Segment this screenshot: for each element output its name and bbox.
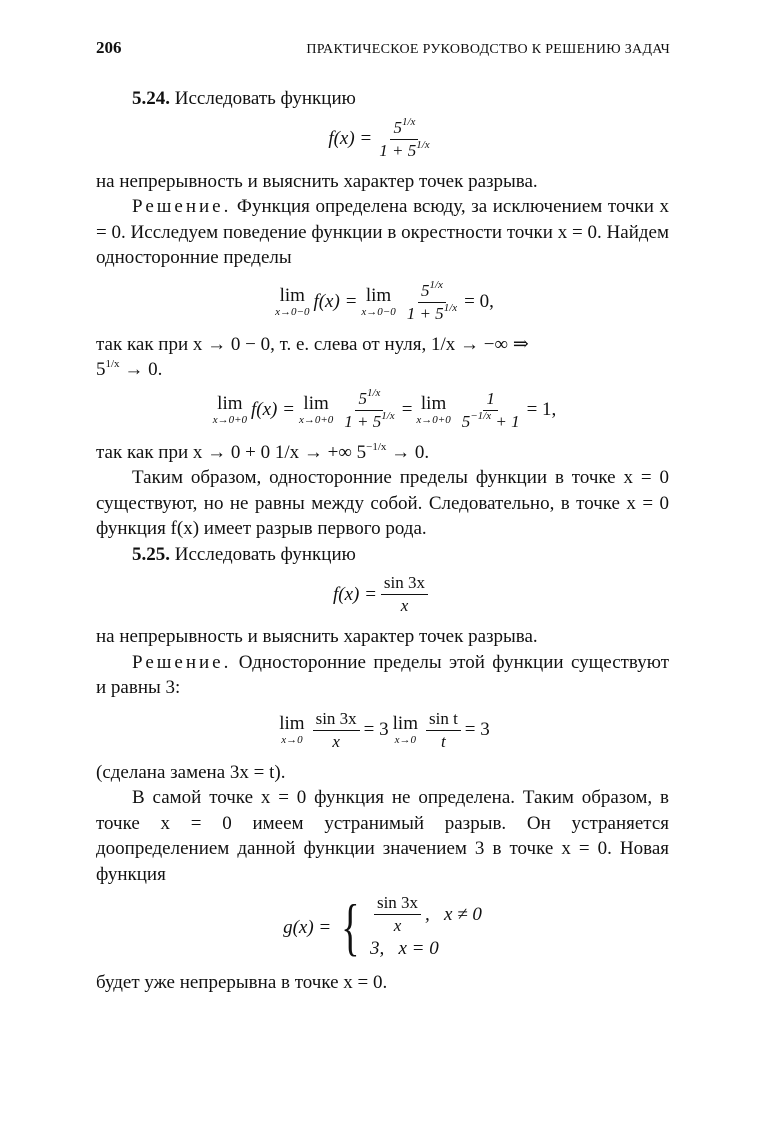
exponent: 1/x	[429, 278, 443, 291]
problem-5-25-statement	[96, 542, 669, 568]
numerator: sin t	[426, 709, 461, 731]
limit-subscript: x→0+0	[298, 414, 334, 426]
denominator: x	[332, 731, 340, 751]
fraction	[341, 386, 397, 432]
equals: = 3	[363, 719, 389, 741]
numerator: 5	[420, 280, 430, 300]
problem-5-24-statement	[96, 86, 669, 112]
exponent: 1/x	[443, 301, 458, 314]
formula-lhs: f(x) =	[251, 399, 295, 421]
cases	[370, 893, 482, 962]
denominator: 5	[461, 411, 471, 431]
result: = 0,	[464, 291, 494, 313]
problem-task: Исследовать функцию	[170, 88, 356, 109]
piecewise	[331, 893, 482, 962]
fraction	[426, 709, 461, 752]
condition: 3, x = 0	[369, 938, 439, 959]
formula-lhs: f(x) =	[332, 583, 377, 605]
numerator: sin 3x	[313, 709, 360, 731]
exponent: −1/x	[470, 409, 492, 422]
numerator: sin 3x	[374, 893, 421, 915]
fraction	[459, 389, 523, 432]
solution-5-25	[96, 650, 669, 701]
result: = 1,	[526, 399, 557, 421]
formula-g-piecewise	[96, 893, 669, 962]
fraction	[376, 115, 432, 161]
result: = 3	[464, 719, 490, 741]
paragraph	[96, 440, 669, 466]
text: так как при x → 0 − 0, т. е. слева от нуля, 1/x → −∞ ⇒	[96, 333, 529, 355]
exponent: 1/x	[105, 358, 120, 370]
denominator: t	[441, 731, 446, 751]
denominator: x	[393, 916, 402, 935]
exponent: 1/x	[401, 115, 416, 128]
fraction	[374, 893, 421, 936]
denominator: x	[400, 596, 409, 615]
formula-f-5-25	[96, 573, 669, 616]
limit-subscript: x→0+0	[212, 414, 247, 426]
paragraph: будет уже непрерывна в точке x = 0.	[96, 971, 388, 993]
limit-subscript: x→0+0	[416, 414, 451, 426]
denominator-tail: + 1	[491, 411, 520, 431]
limit-subscript: x→0−0	[275, 306, 310, 318]
numerator: sin 3x	[381, 573, 428, 595]
denominator: 1 + 5	[379, 140, 417, 160]
case-2	[370, 936, 482, 962]
denominator: 1 + 5	[406, 303, 444, 323]
numerator: 5	[358, 388, 367, 408]
solution-text: Односторонние пределы этой функции существуют и равны 3:	[96, 651, 669, 698]
text: → 0.	[386, 441, 430, 463]
fraction	[313, 709, 360, 752]
formula-lhs: g(x) =	[283, 916, 332, 938]
page-content	[96, 86, 669, 995]
paragraph: (сделана замена 3x = t).	[96, 761, 286, 783]
solution-label: Решение.	[132, 651, 232, 673]
exponent: −1/x	[366, 440, 387, 453]
formula-sin-limit: lim x→0 $\frac{\sin 3x}{x}$ = 3 lim x→0 $\frac{\text{sin t}}{t}$ = 3	[279, 708, 490, 751]
formula-lhs: f(x) =	[313, 291, 358, 313]
equals: =	[401, 399, 413, 421]
problem-task: Исследовать функцию	[170, 543, 356, 565]
limit-subscript: x→0	[281, 734, 303, 746]
text: так как при x → 0 + 0 1/x → +∞ 5	[96, 441, 367, 463]
running-title: ПРАКТИЧЕСКОЕ РУКОВОДСТВО К РЕШЕНИЮ ЗАДАЧ	[306, 42, 670, 57]
fraction	[381, 573, 428, 616]
solution-label: Решение.	[132, 196, 232, 217]
limit-subscript: x→0	[394, 734, 416, 746]
formula-f-5-24	[96, 115, 669, 161]
paragraph: на непрерывность и выяснить характер точек разрыва.	[96, 170, 538, 192]
paragraph	[96, 332, 669, 383]
formula-right-limit: lim x→0+0 f(x) = lim x→0+0 $\frac{5^{1/x}}{1 + 5^{1/x}}$ = lim x→0+0 $\frac{1}{5^{-1/x} + 1}$ = 1,	[212, 386, 557, 431]
fraction	[404, 278, 460, 324]
paragraph: на непрерывность и выяснить характер точек разрыва.	[96, 626, 538, 647]
condition: , x ≠ 0	[425, 903, 482, 925]
problem-number: 5.24.	[132, 88, 170, 109]
exponent: 1/x	[366, 386, 381, 399]
limit-subscript: x→0−0	[361, 306, 396, 318]
solution-5-24	[96, 194, 669, 271]
formula-lhs: f(x) =	[328, 128, 373, 150]
exponent: 1/x	[381, 409, 395, 422]
denominator: 1 + 5	[344, 411, 382, 431]
exponent: 1/x	[416, 138, 430, 151]
conclusion-5-24: Таким образом, односторонние пределы функции в точке x = 0 существуют, но не равны между собой. Следовательно, в точке x = 0 функция f(x) имеет разрыв первого рода.	[96, 467, 669, 539]
case-1	[370, 893, 482, 936]
solution-text: Функция определена всюду, за исключением точки x = 0. Исследуем поведение функции в окрестности точки x = 0. Найдем односторонние пределы	[96, 196, 669, 268]
paragraph: В самой точке x = 0 функция не определена. Таким образом, в точке x = 0 имеем устранимый разрыв. Он устраняется доопределением данной функции значением 3 в точке x = 0. Новая функция	[96, 787, 669, 885]
numerator: 5	[393, 117, 402, 137]
text: 5	[96, 359, 106, 380]
running-header	[96, 38, 670, 62]
numerator: 1	[486, 388, 495, 408]
page-number: 206	[96, 38, 122, 57]
problem-number: 5.25.	[132, 543, 170, 565]
text: → 0.	[119, 359, 163, 380]
formula-left-limit: lim x→0−0 f(x) = lim x→0−0 $\frac{5^{1/x}}{1 + 5^{1/x}}$ = 0,	[275, 278, 494, 323]
brace: {	[341, 891, 360, 963]
